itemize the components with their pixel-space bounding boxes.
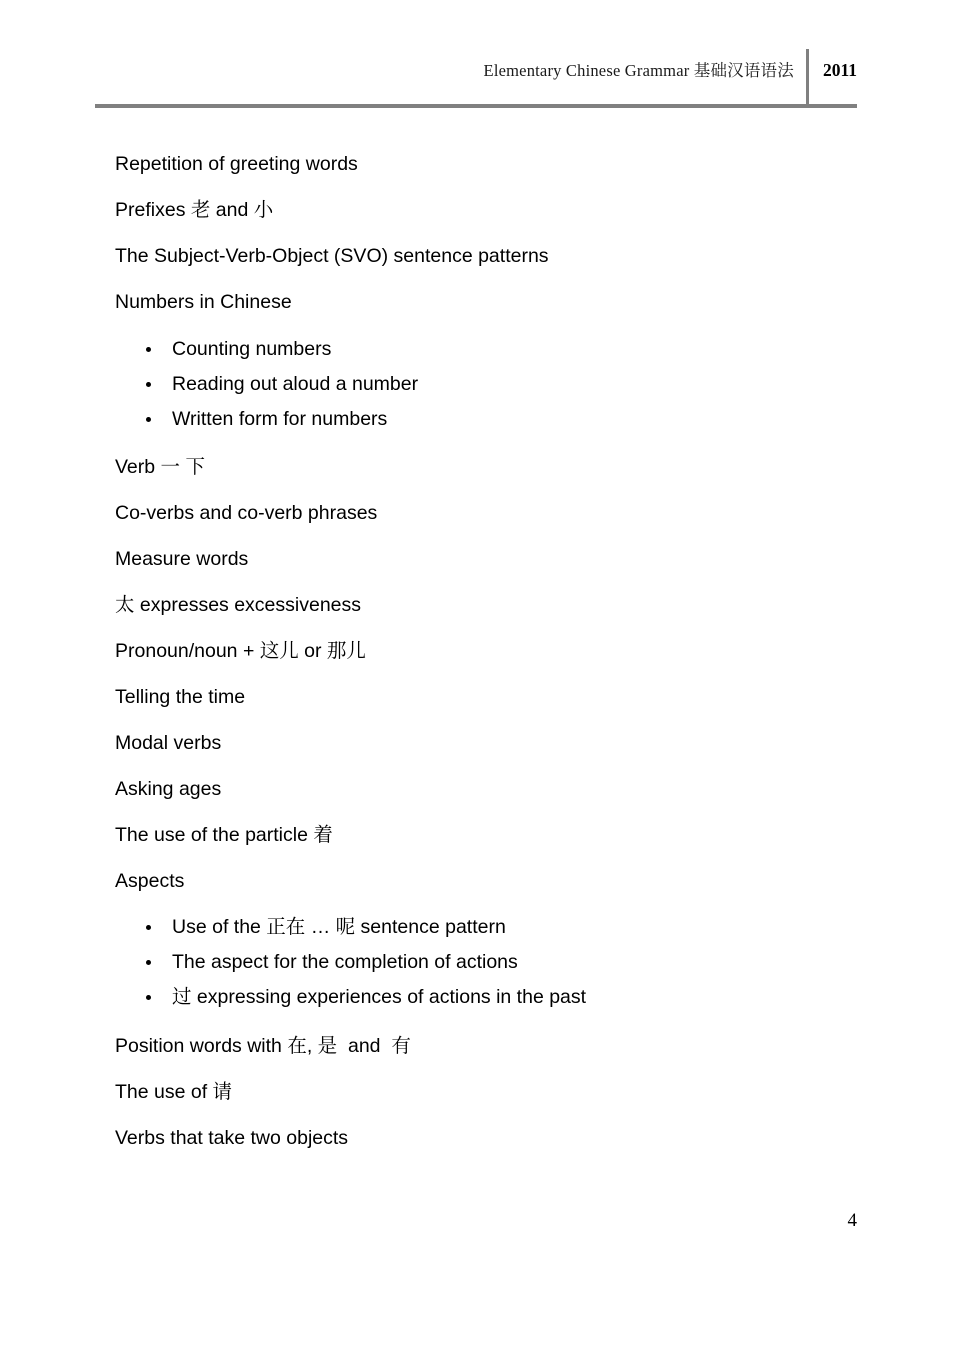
header-title: Elementary Chinese Grammar 基础汉语语法 <box>483 61 794 80</box>
paragraph-telling-the-time: Telling the time <box>115 686 246 708</box>
list-item: Use of the 正在 … 呢 sentence pattern <box>115 915 855 939</box>
paragraph-pronoun-noun-zher-nar: Pronoun/noun + 这儿 or 那儿 <box>115 640 366 662</box>
header-horizontal-rule <box>95 104 857 108</box>
header-year: 2011 <box>822 60 857 80</box>
paragraph-measure-words: Measure words <box>115 548 249 570</box>
aspects-bullet-list <box>115 915 855 1009</box>
list-item: Written form for numbers <box>115 407 855 431</box>
page-header <box>95 48 857 106</box>
list-item: Counting numbers <box>115 337 855 361</box>
paragraph-aspects: Aspects <box>115 870 185 892</box>
paragraph-svo-sentence-patterns: The Subject-Verb-Object (SVO) sentence patterns <box>115 245 549 267</box>
page-number: 4 <box>847 1210 857 1231</box>
paragraph-asking-ages: Asking ages <box>115 778 222 800</box>
paragraph-prefixes: Prefixes 老 and 小 <box>115 199 274 221</box>
paragraph-repetition-of-greeting-words: Repetition of greeting words <box>115 153 358 175</box>
paragraph-verb-yi-xia: Verb 一 下 <box>115 456 205 478</box>
paragraph-position-words: Position words with 在, 是 and 有 <box>115 1035 411 1057</box>
paragraph-use-of-qing: The use of 请 <box>115 1081 233 1103</box>
paragraph-tai-excessiveness: 太 expresses excessiveness <box>115 594 362 616</box>
paragraph-particle-zhe: The use of the particle 着 <box>115 824 333 846</box>
paragraph-modal-verbs: Modal verbs <box>115 732 222 754</box>
paragraph-numbers-in-chinese: Numbers in Chinese <box>115 291 292 313</box>
header-inner <box>484 48 857 104</box>
paragraph-co-verbs: Co-verbs and co-verb phrases <box>115 502 378 524</box>
list-item: 过 expressing experiences of actions in the past <box>115 985 855 1009</box>
numbers-bullet-list <box>115 337 855 431</box>
document-body <box>115 152 855 1172</box>
list-item: The aspect for the completion of actions <box>115 950 855 974</box>
list-item: Reading out aloud a number <box>115 372 855 396</box>
paragraph-verbs-two-objects: Verbs that take two objects <box>115 1127 349 1149</box>
